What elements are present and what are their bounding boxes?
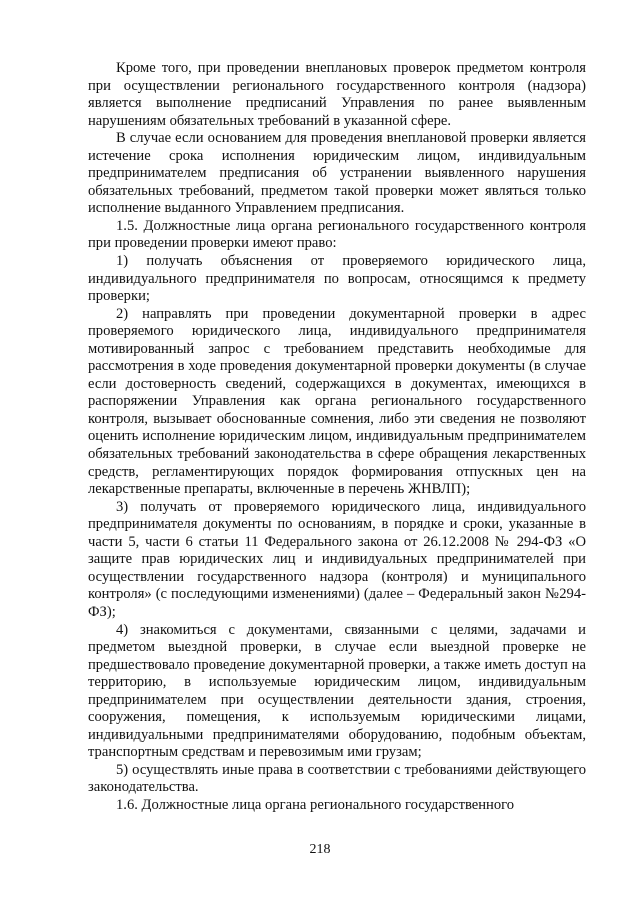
paragraph-section-1-6: 1.6. Должностные лица органа регионального государственного xyxy=(116,796,515,813)
paragraph-section-1-5: 1.5. Должностные лица органа регионального государственного контроля при проведении проверки имеют право: xyxy=(88,217,586,252)
paragraph-order-execution: В случае если основанием для проведения внеплановой проверки является истечение срока исполнения юридическим лицом, индивидуальным предпринимателем предписания об устранении выявленного нарушения обязательных требований, предметом такой проверки может являться только исполнение выданного Управлением предписания. xyxy=(88,130,586,217)
page-number: 218 xyxy=(309,842,331,857)
document-body xyxy=(88,60,586,815)
paragraph-inspection-subject: Кроме того, при проведении внеплановых проверок предметом контроля при осуществлении регионального государственного контроля (надзора) является выполнение предписаний Управления по ранее выявленным нарушениям обязательных требований в указанной сфере. xyxy=(88,60,586,129)
list-item-right-3: 3) получать от проверяемого юридического лица, индивидуального предпринимателя документы по основаниям, в порядке и сроки, указанные в части 5, части 6 статьи 11 Федерального закона от 26.12.2008 № 294-ФЗ «О защите прав юридических лиц и индивидуальных предпринимателей при осуществлении государственного надзора (контроля) и муниципального контроля» (с последующими изменениями) (далее – Федеральный закон №294-ФЗ); xyxy=(88,498,586,620)
list-item-right-2: 2) направлять при проведении документарной проверки в адрес проверяемого юридического лица, индивидуального предпринимателя мотивированный запрос с требованием представить необходимые для рассмотрения в ходе проведения документарной проверки документы (в случае если достоверность сведений, содержащихся в документах, имеющихся в распоряжении Управления как органа регионального государственного контроля, вызывает обоснованные сомнения, либо эти сведения не позволяют оценить исполнение юридическим лицом, индивидуальным предпринимателем обязательных требований законодательства в сфере обращения лекарственных средств, регламентирующих порядок формирования отпускных цен на лекарственные препараты, включенные в перечень ЖНВЛП); xyxy=(88,305,586,498)
list-item-right-4: 4) знакомиться с документами, связанными с целями, задачами и предметом выездной проверки, в случае если выездной проверке не предшествовало проведение документарной проверки, а также иметь доступ на территорию, в используемые юридическим лицом, индивидуальным предпринимателем при осуществлении деятельности здания, строения, сооружения, помещения, к используемым юридическими лицами, индивидуальными предпринимателями оборудованию, подобным объектам, транспортным средствам и перевозимым ими грузам; xyxy=(88,621,586,761)
list-item-right-5: 5) осуществлять иные права в соответствии с требованиями действующего законодательства. xyxy=(88,761,586,796)
list-item-right-1: 1) получать объяснения от проверяемого юридического лица, индивидуального предпринимателя по вопросам, относящимся к предмету проверки; xyxy=(88,253,586,305)
